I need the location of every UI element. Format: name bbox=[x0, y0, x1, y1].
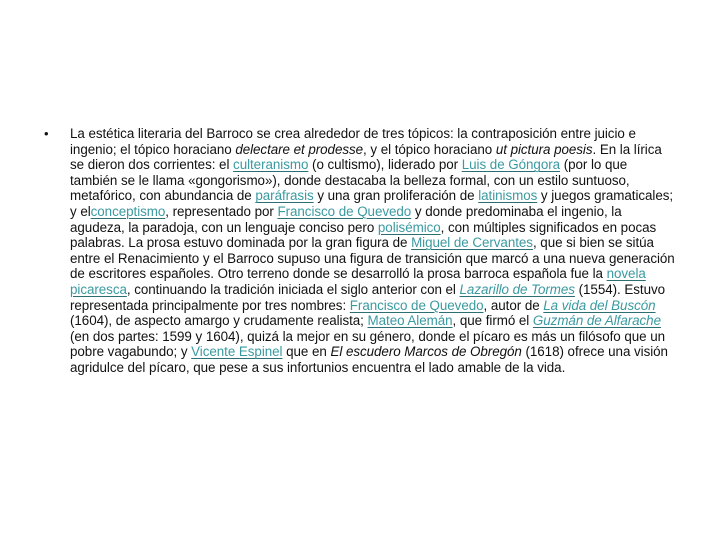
text-segment: (o cultismo), liderado por bbox=[308, 157, 462, 173]
text-segment: y donde predominaba el ingenio, la agudeza, la paradoja, con un lenguaje conciso pero bbox=[70, 203, 622, 235]
italic-text: El escudero Marcos de Obregón bbox=[330, 344, 522, 360]
link-parafrasis[interactable]: paráfrasis bbox=[255, 188, 314, 204]
text-segment: La estética literaria del Barroco se crea alrededor de tres tópicos: la contraposición entre juicio e ingenio; el tópico horaciano bbox=[70, 126, 636, 157]
link-latinismos[interactable]: latinismos bbox=[478, 188, 538, 204]
text-segment: y una gran proliferación de bbox=[313, 188, 479, 204]
text-segment: (por lo que también se le llama «gongorismo»), donde destacaba la belleza formal, con un estilo suntuoso, metafórico, con abundancia de bbox=[70, 157, 630, 204]
link-novela-picaresca[interactable]: novela picaresca bbox=[70, 266, 646, 297]
text-segment: y juegos gramaticales; y el bbox=[70, 188, 674, 219]
link-vicente-espinel[interactable]: Vicente Espinel bbox=[191, 344, 283, 360]
body-paragraph bbox=[70, 126, 678, 376]
link-polisemico[interactable]: polisémico bbox=[377, 219, 441, 235]
text-segment: , y el tópico horaciano bbox=[363, 141, 496, 157]
italic-text: delectare et prodesse bbox=[235, 141, 364, 157]
link-lazarillo-de-tormes[interactable]: Lazarillo de Tormes bbox=[459, 281, 575, 297]
text-segment: , autor de bbox=[483, 297, 544, 313]
text-segment: (1604), de aspecto amargo y crudamente realista; bbox=[70, 313, 368, 329]
link-guzman-de-alfarache[interactable]: Guzmán de Alfarache bbox=[532, 313, 661, 329]
text-segment: . En la lírica se dieron dos corrientes: el bbox=[70, 141, 662, 173]
italic-text: ut pictura poesis bbox=[495, 141, 593, 157]
link-culteranismo[interactable]: culteranismo bbox=[233, 157, 309, 173]
link-francisco-de-quevedo[interactable]: Francisco de Quevedo bbox=[277, 203, 412, 219]
text-segment: , que si bien se sitúa entre el Renacimiento y el Barroco supuso una figura de transición que marcó a una nueva generación de escritores españoles. Otro terreno donde se desarrolló la prosa barroca española fue la bbox=[70, 235, 675, 282]
link-la-vida-del-buscon[interactable]: La vida del Buscón bbox=[543, 297, 656, 313]
text-segment: , con múltiples significados en pocas palabras. La prosa estuvo dominada por la gran figura de bbox=[70, 219, 657, 251]
link-conceptismo[interactable]: conceptismo bbox=[90, 203, 166, 219]
bullet-point: • bbox=[44, 126, 49, 141]
text-segment: que en bbox=[282, 344, 331, 360]
text-segment: (1554). Estuvo representada principalmente por tres nombres: bbox=[70, 281, 666, 313]
link-mateo-aleman[interactable]: Mateo Alemán bbox=[367, 313, 453, 329]
text-segment: (en dos partes: 1599 y 1604), quizá la mejor en su género, donde el pícaro es más un filósofo que un pobre vagabundo; y bbox=[70, 328, 665, 360]
link-francisco-de-quevedo-2[interactable]: Francisco de Quevedo bbox=[349, 297, 484, 313]
text-segment: , que firmó el bbox=[452, 313, 533, 329]
link-miguel-de-cervantes[interactable]: Miguel de Cervantes bbox=[411, 235, 533, 251]
link-luis-de-gongora[interactable]: Luis de Góngora bbox=[461, 157, 561, 173]
text-segment: , continuando la tradición iniciada el siglo anterior con el bbox=[126, 281, 460, 297]
text-segment: , representado por bbox=[165, 203, 278, 219]
text-segment: (1618) ofrece una visión agridulce del pícaro, que pese a sus infortunios encuentra el lado amable de la vida. bbox=[70, 344, 668, 375]
